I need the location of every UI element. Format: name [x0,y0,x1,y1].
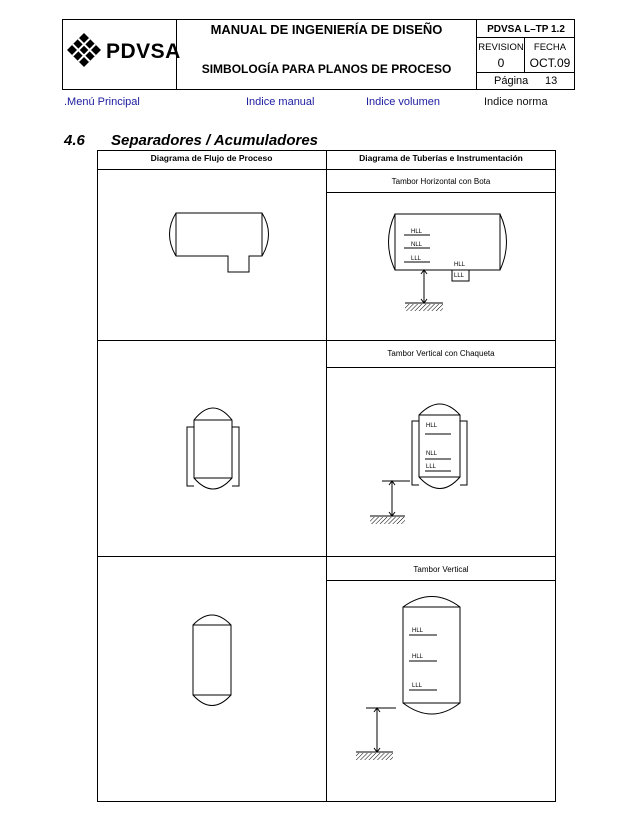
page-number: 13 [545,75,558,87]
date-label: FECHA [533,42,567,53]
date-value: OCT.09 [529,56,571,70]
company-logo-text: PDVSA [106,40,181,63]
revision-label: REVISION [478,42,524,53]
row-caption: Tambor Vertical [413,565,469,574]
level-label: LLL [411,256,422,262]
pid-column-header: Diagrama de Tuberías e Instrumentación [359,153,523,163]
manual-title: MANUAL DE INGENIERÍA DE DISEÑO [210,22,443,37]
standard-index-link[interactable]: Indice norma [484,96,548,108]
level-label: LLL [412,683,423,689]
page-label: Página [494,75,529,87]
vertical-drum-pfd-symbol [193,615,231,706]
vertical-jacketed-drum-pfd-symbol [187,408,239,489]
document-subtitle: SIMBOLOGÍA PARA PLANOS DE PROCESO [201,62,452,76]
row-caption: Tambor Vertical con Chaqueta [387,349,495,358]
row-caption: Tambor Horizontal con Bota [391,177,491,186]
vertical-drum-pid-symbol [356,597,460,761]
main-menu-link[interactable]: .Menú Principal [64,96,140,108]
horizontal-drum-boot-pid-symbol [389,214,507,311]
volume-index-link[interactable]: Indice volumen [366,96,440,108]
level-label: NLL [426,451,438,457]
level-label: NLL [411,242,423,248]
section-number: 4.6 [64,132,85,149]
pfd-column-header: Diagrama de Flujo de Proceso [150,153,273,163]
section-title: Separadores / Acumuladores [111,132,319,149]
revision-value: 0 [497,56,505,70]
level-label: HLL [411,229,423,235]
level-label: LLL [426,464,437,470]
level-label: HLL [412,654,424,660]
level-label: HLL [426,423,438,429]
level-label: HLL [454,262,466,268]
level-label: LLL [454,273,465,279]
vertical-jacketed-drum-pid-symbol [370,404,467,524]
level-label: HLL [412,628,424,634]
horizontal-drum-boot-pfd-symbol [170,213,269,272]
manual-index-link[interactable]: Indice manual [246,96,315,108]
document-code: PDVSA L–TP 1.2 [487,24,565,35]
